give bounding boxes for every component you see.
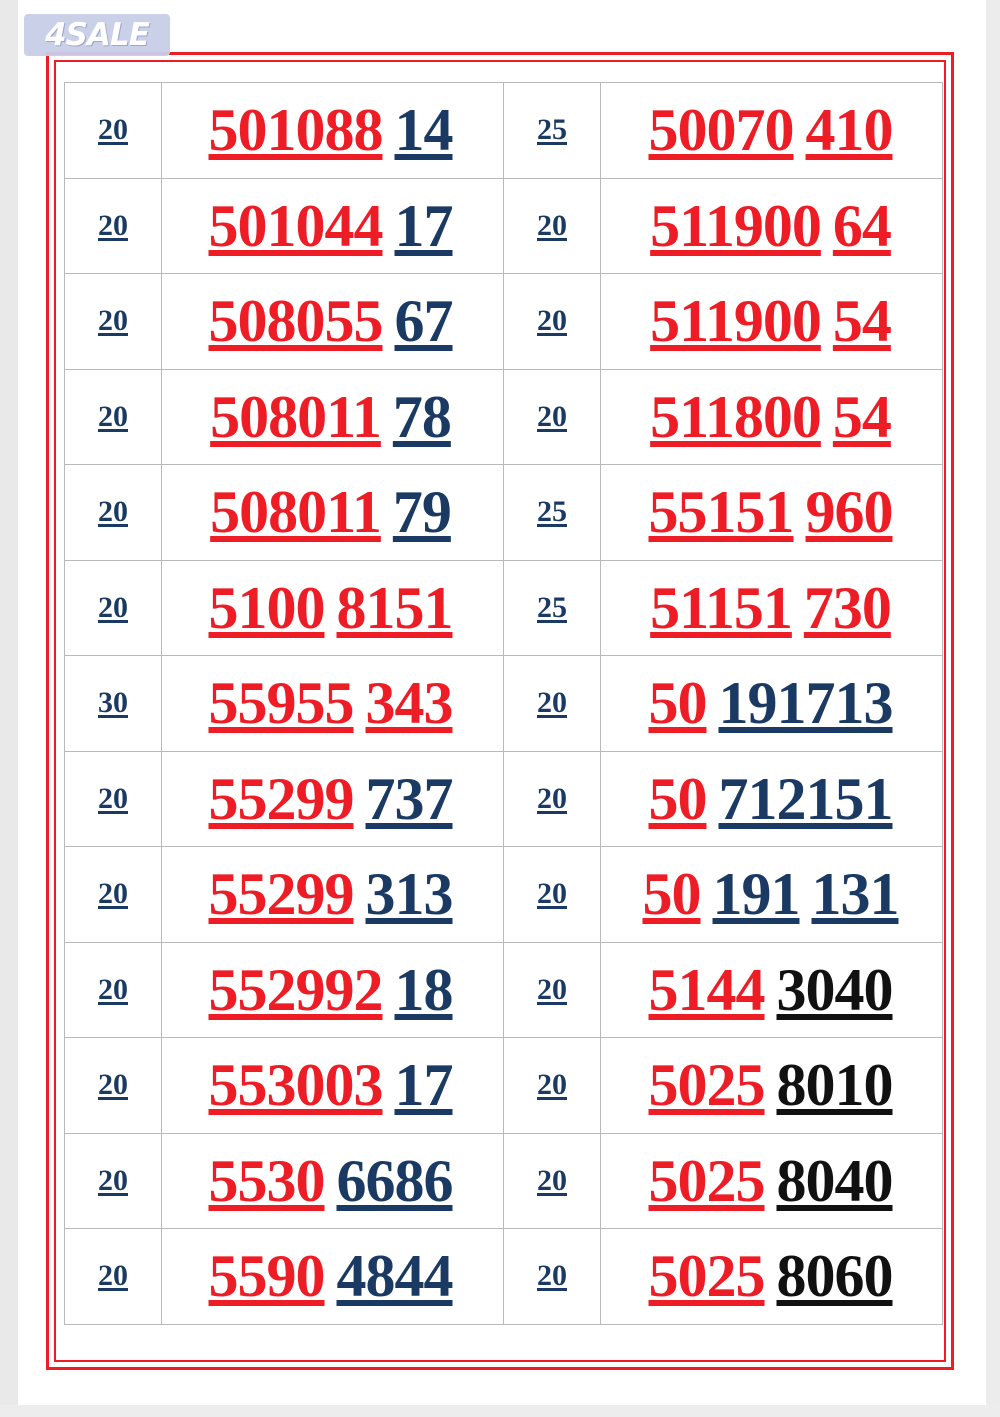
- phone-number-value: [162, 1052, 503, 1119]
- page-edge-bottom: [0, 1405, 1000, 1417]
- price-value: 20: [537, 972, 567, 1006]
- phone-number-cell-left[interactable]: [162, 847, 504, 943]
- number-segment: 55299: [208, 765, 354, 832]
- number-segment: 501088: [208, 97, 383, 164]
- price-cell-right: [504, 1229, 601, 1325]
- price-value: 20: [537, 1259, 567, 1293]
- phone-number-cell-left[interactable]: [162, 465, 504, 561]
- phone-number-value: [162, 574, 503, 641]
- number-segment: 501044: [208, 192, 383, 259]
- table-row: [65, 178, 943, 274]
- phone-number-value: [601, 574, 942, 641]
- phone-number-cell-left[interactable]: [162, 274, 504, 370]
- phone-number-value: [601, 1052, 942, 1119]
- price-cell-right: [504, 656, 601, 752]
- phone-number-value: [162, 192, 503, 259]
- table-row: [65, 1133, 943, 1229]
- phone-number-cell-right[interactable]: [601, 1038, 943, 1134]
- price-value: 20: [98, 590, 128, 624]
- number-segment: 4844: [336, 1243, 453, 1310]
- phone-number-value: [162, 956, 503, 1023]
- price-value: 20: [98, 877, 128, 911]
- phone-number-cell-left[interactable]: [162, 1229, 504, 1325]
- price-cell-right: [504, 83, 601, 179]
- price-cell-left: [65, 1229, 162, 1325]
- number-segment: 511900: [650, 288, 821, 355]
- number-segment: 8010: [776, 1052, 893, 1119]
- phone-number-cell-left[interactable]: [162, 178, 504, 274]
- number-segment: 5144: [648, 956, 765, 1023]
- number-segment: 14: [394, 97, 453, 164]
- phone-number-value: [601, 192, 942, 259]
- number-segment: 410: [805, 97, 893, 164]
- phone-number-cell-right[interactable]: [601, 274, 943, 370]
- price-cell-left: [65, 847, 162, 943]
- price-cell-left: [65, 751, 162, 847]
- phone-number-cell-left[interactable]: [162, 560, 504, 656]
- number-segment: 55151: [648, 479, 794, 546]
- price-value: 20: [537, 208, 567, 242]
- number-segment: 64: [832, 192, 891, 259]
- number-segment: 50: [648, 670, 707, 737]
- phone-number-value: [162, 1243, 503, 1310]
- phone-number-value: [162, 383, 503, 450]
- number-segment: 78: [392, 383, 451, 450]
- phone-number-value: [162, 861, 503, 928]
- table-row: [65, 1038, 943, 1134]
- phone-number-cell-right[interactable]: [601, 942, 943, 1038]
- price-value: 25: [537, 590, 567, 624]
- phone-number-cell-right[interactable]: [601, 465, 943, 561]
- page-edge-right: [986, 0, 1000, 1417]
- number-segment: 3040: [776, 956, 893, 1023]
- phone-number-value: [601, 861, 942, 928]
- number-segment: 511800: [650, 383, 821, 450]
- phone-number-cell-right[interactable]: [601, 1229, 943, 1325]
- number-segment: 50: [648, 765, 707, 832]
- phone-number-cell-left[interactable]: [162, 1038, 504, 1134]
- price-value: 20: [537, 304, 567, 338]
- table-row: [65, 942, 943, 1038]
- number-segment: 54: [832, 383, 891, 450]
- number-segment: 737: [365, 765, 453, 832]
- number-segment: 50: [642, 861, 701, 928]
- number-segment: 508055: [208, 288, 383, 355]
- phone-numbers-table-wrapper: [64, 82, 938, 1311]
- watermark-logo: [24, 14, 170, 56]
- number-segment: 343: [365, 670, 453, 737]
- phone-number-cell-right[interactable]: [601, 560, 943, 656]
- number-segment: 553003: [208, 1052, 383, 1119]
- phone-number-cell-left[interactable]: [162, 369, 504, 465]
- number-segment: 712151: [718, 765, 893, 832]
- phone-number-cell-right[interactable]: [601, 83, 943, 179]
- number-segment: 191713: [718, 670, 893, 737]
- number-segment: 5590: [208, 1243, 325, 1310]
- phone-number-cell-left[interactable]: [162, 83, 504, 179]
- phone-number-value: [162, 670, 503, 737]
- phone-number-value: [601, 1147, 942, 1214]
- price-value: 20: [98, 399, 128, 433]
- phone-number-value: [162, 479, 503, 546]
- price-value: 25: [537, 113, 567, 147]
- price-cell-right: [504, 560, 601, 656]
- number-segment: 511900: [650, 192, 821, 259]
- price-value: 20: [537, 781, 567, 815]
- number-segment: 552992: [208, 956, 383, 1023]
- number-segment: 730: [803, 574, 891, 641]
- price-cell-left: [65, 274, 162, 370]
- phone-number-cell-left[interactable]: [162, 656, 504, 752]
- number-segment: 960: [805, 479, 893, 546]
- table-row: [65, 751, 943, 847]
- price-value: 20: [98, 972, 128, 1006]
- price-cell-left: [65, 1038, 162, 1134]
- number-segment: 51151: [650, 574, 792, 641]
- table-row: [65, 83, 943, 179]
- number-segment: 191: [712, 861, 800, 928]
- phone-number-value: [601, 383, 942, 450]
- price-value: 20: [537, 399, 567, 433]
- number-segment: 17: [394, 1052, 453, 1119]
- price-cell-left: [65, 178, 162, 274]
- number-segment: 5025: [648, 1052, 765, 1119]
- price-value: 20: [98, 1068, 128, 1102]
- price-cell-left: [65, 942, 162, 1038]
- price-value: 20: [98, 781, 128, 815]
- phone-number-cell-right[interactable]: [601, 751, 943, 847]
- phone-number-cell-right[interactable]: [601, 369, 943, 465]
- phone-number-value: [162, 1147, 503, 1214]
- price-value: 20: [537, 877, 567, 911]
- price-value: 25: [537, 495, 567, 529]
- number-segment: 313: [365, 861, 453, 928]
- table-row: [65, 560, 943, 656]
- number-segment: 67: [394, 288, 453, 355]
- price-cell-left: [65, 369, 162, 465]
- number-segment: 8151: [336, 574, 453, 641]
- price-value: 20: [537, 686, 567, 720]
- phone-number-value: [162, 288, 503, 355]
- number-segment: 5025: [648, 1147, 765, 1214]
- phone-number-value: [601, 288, 942, 355]
- number-segment: 131: [811, 861, 899, 928]
- phone-numbers-table: [64, 82, 943, 1325]
- price-cell-left: [65, 1133, 162, 1229]
- phone-number-value: [601, 670, 942, 737]
- table-row: [65, 1229, 943, 1325]
- price-cell-right: [504, 274, 601, 370]
- phone-number-cell-right[interactable]: [601, 656, 943, 752]
- price-cell-right: [504, 465, 601, 561]
- phone-number-value: [601, 97, 942, 164]
- price-value: 20: [98, 304, 128, 338]
- phone-number-cell-right[interactable]: [601, 847, 943, 943]
- phone-number-value: [601, 479, 942, 546]
- phone-number-cell-left[interactable]: [162, 1133, 504, 1229]
- number-segment: 55299: [208, 861, 354, 928]
- phone-number-value: [601, 765, 942, 832]
- price-cell-right: [504, 369, 601, 465]
- price-value: 20: [98, 1163, 128, 1197]
- table-row: [65, 847, 943, 943]
- number-segment: 508011: [210, 383, 381, 450]
- number-segment: 50070: [648, 97, 794, 164]
- price-cell-left: [65, 83, 162, 179]
- price-cell-left: [65, 465, 162, 561]
- table-row: [65, 465, 943, 561]
- price-value: 20: [537, 1068, 567, 1102]
- price-value: 30: [98, 686, 128, 720]
- price-value: 20: [98, 208, 128, 242]
- price-cell-left: [65, 560, 162, 656]
- phone-number-cell-right[interactable]: [601, 1133, 943, 1229]
- number-segment: 5100: [208, 574, 325, 641]
- phone-number-value: [162, 765, 503, 832]
- price-value: 20: [98, 1259, 128, 1293]
- number-segment: 508011: [210, 479, 381, 546]
- number-segment: 5025: [648, 1243, 765, 1310]
- price-cell-right: [504, 847, 601, 943]
- price-cell-right: [504, 178, 601, 274]
- number-segment: 54: [832, 288, 891, 355]
- price-cell-right: [504, 942, 601, 1038]
- number-segment: 8040: [776, 1147, 893, 1214]
- price-cell-right: [504, 1038, 601, 1134]
- phone-number-value: [601, 956, 942, 1023]
- watermark-text: 4SALE: [45, 17, 149, 53]
- price-value: 20: [537, 1163, 567, 1197]
- number-segment: 8060: [776, 1243, 893, 1310]
- phone-number-value: [601, 1243, 942, 1310]
- price-cell-left: [65, 656, 162, 752]
- number-segment: 17: [394, 192, 453, 259]
- number-segment: 18: [394, 956, 453, 1023]
- price-cell-right: [504, 1133, 601, 1229]
- number-segment: 5530: [208, 1147, 325, 1214]
- price-value: 20: [98, 113, 128, 147]
- price-value: 20: [98, 495, 128, 529]
- phone-number-cell-left[interactable]: [162, 751, 504, 847]
- number-segment: 55955: [208, 670, 354, 737]
- number-segment: 6686: [336, 1147, 453, 1214]
- phone-number-cell-right[interactable]: [601, 178, 943, 274]
- phone-number-cell-left[interactable]: [162, 942, 504, 1038]
- phone-number-value: [162, 97, 503, 164]
- number-segment: 79: [392, 479, 451, 546]
- price-cell-right: [504, 751, 601, 847]
- page-edge-left: [0, 0, 18, 1417]
- table-row: [65, 656, 943, 752]
- table-row: [65, 369, 943, 465]
- table-row: [65, 274, 943, 370]
